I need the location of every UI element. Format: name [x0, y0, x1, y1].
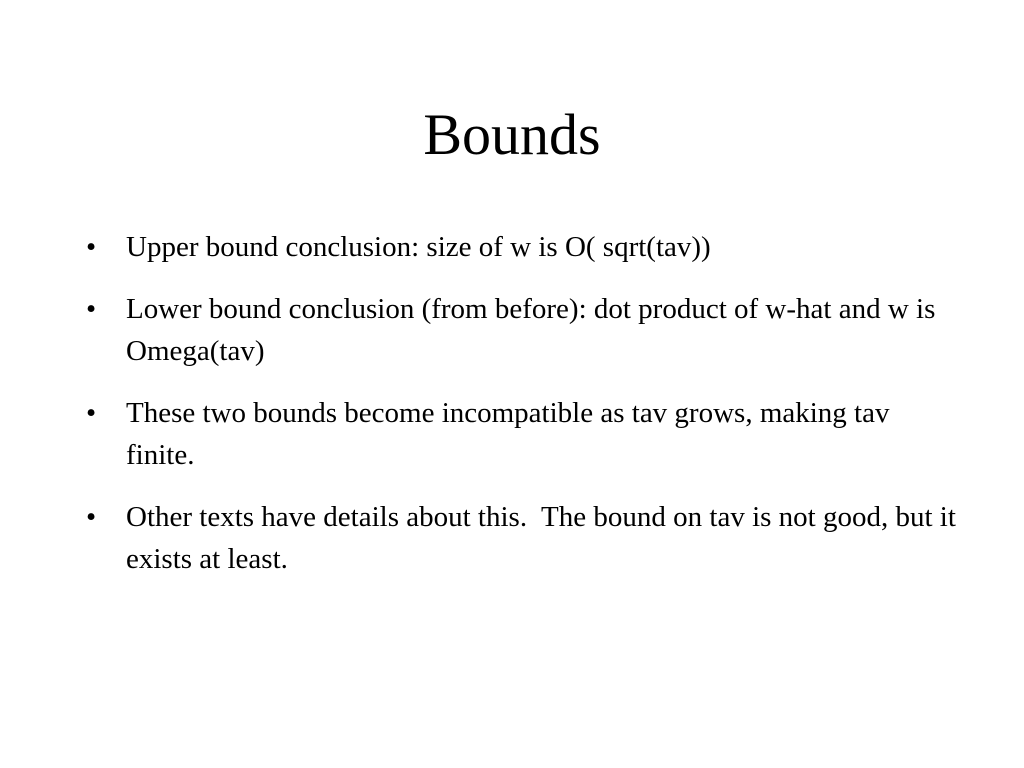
bullet-item	[86, 226, 956, 268]
bullet-item	[86, 392, 956, 476]
bullet-item	[86, 496, 964, 580]
bullet-icon: •	[86, 501, 97, 533]
bullet-item	[86, 288, 956, 372]
bullet-text: Upper bound conclusion: size of w is O( sqrt(tav))	[126, 231, 711, 263]
bullet-list	[86, 226, 964, 600]
bullet-icon: •	[86, 397, 97, 429]
bullet-icon: •	[86, 293, 97, 325]
bullet-icon: •	[86, 231, 97, 263]
bullet-text: Other texts have details about this. The bound on tav is not good, but it exists at least.	[126, 501, 964, 575]
bullet-text: Lower bound conclusion (from before): dot product of w-hat and w is Omega(tav)	[126, 293, 943, 367]
bullet-text: These two bounds become incompatible as tav grows, making tav finite.	[126, 397, 897, 471]
slide-title: Bounds	[423, 102, 601, 167]
